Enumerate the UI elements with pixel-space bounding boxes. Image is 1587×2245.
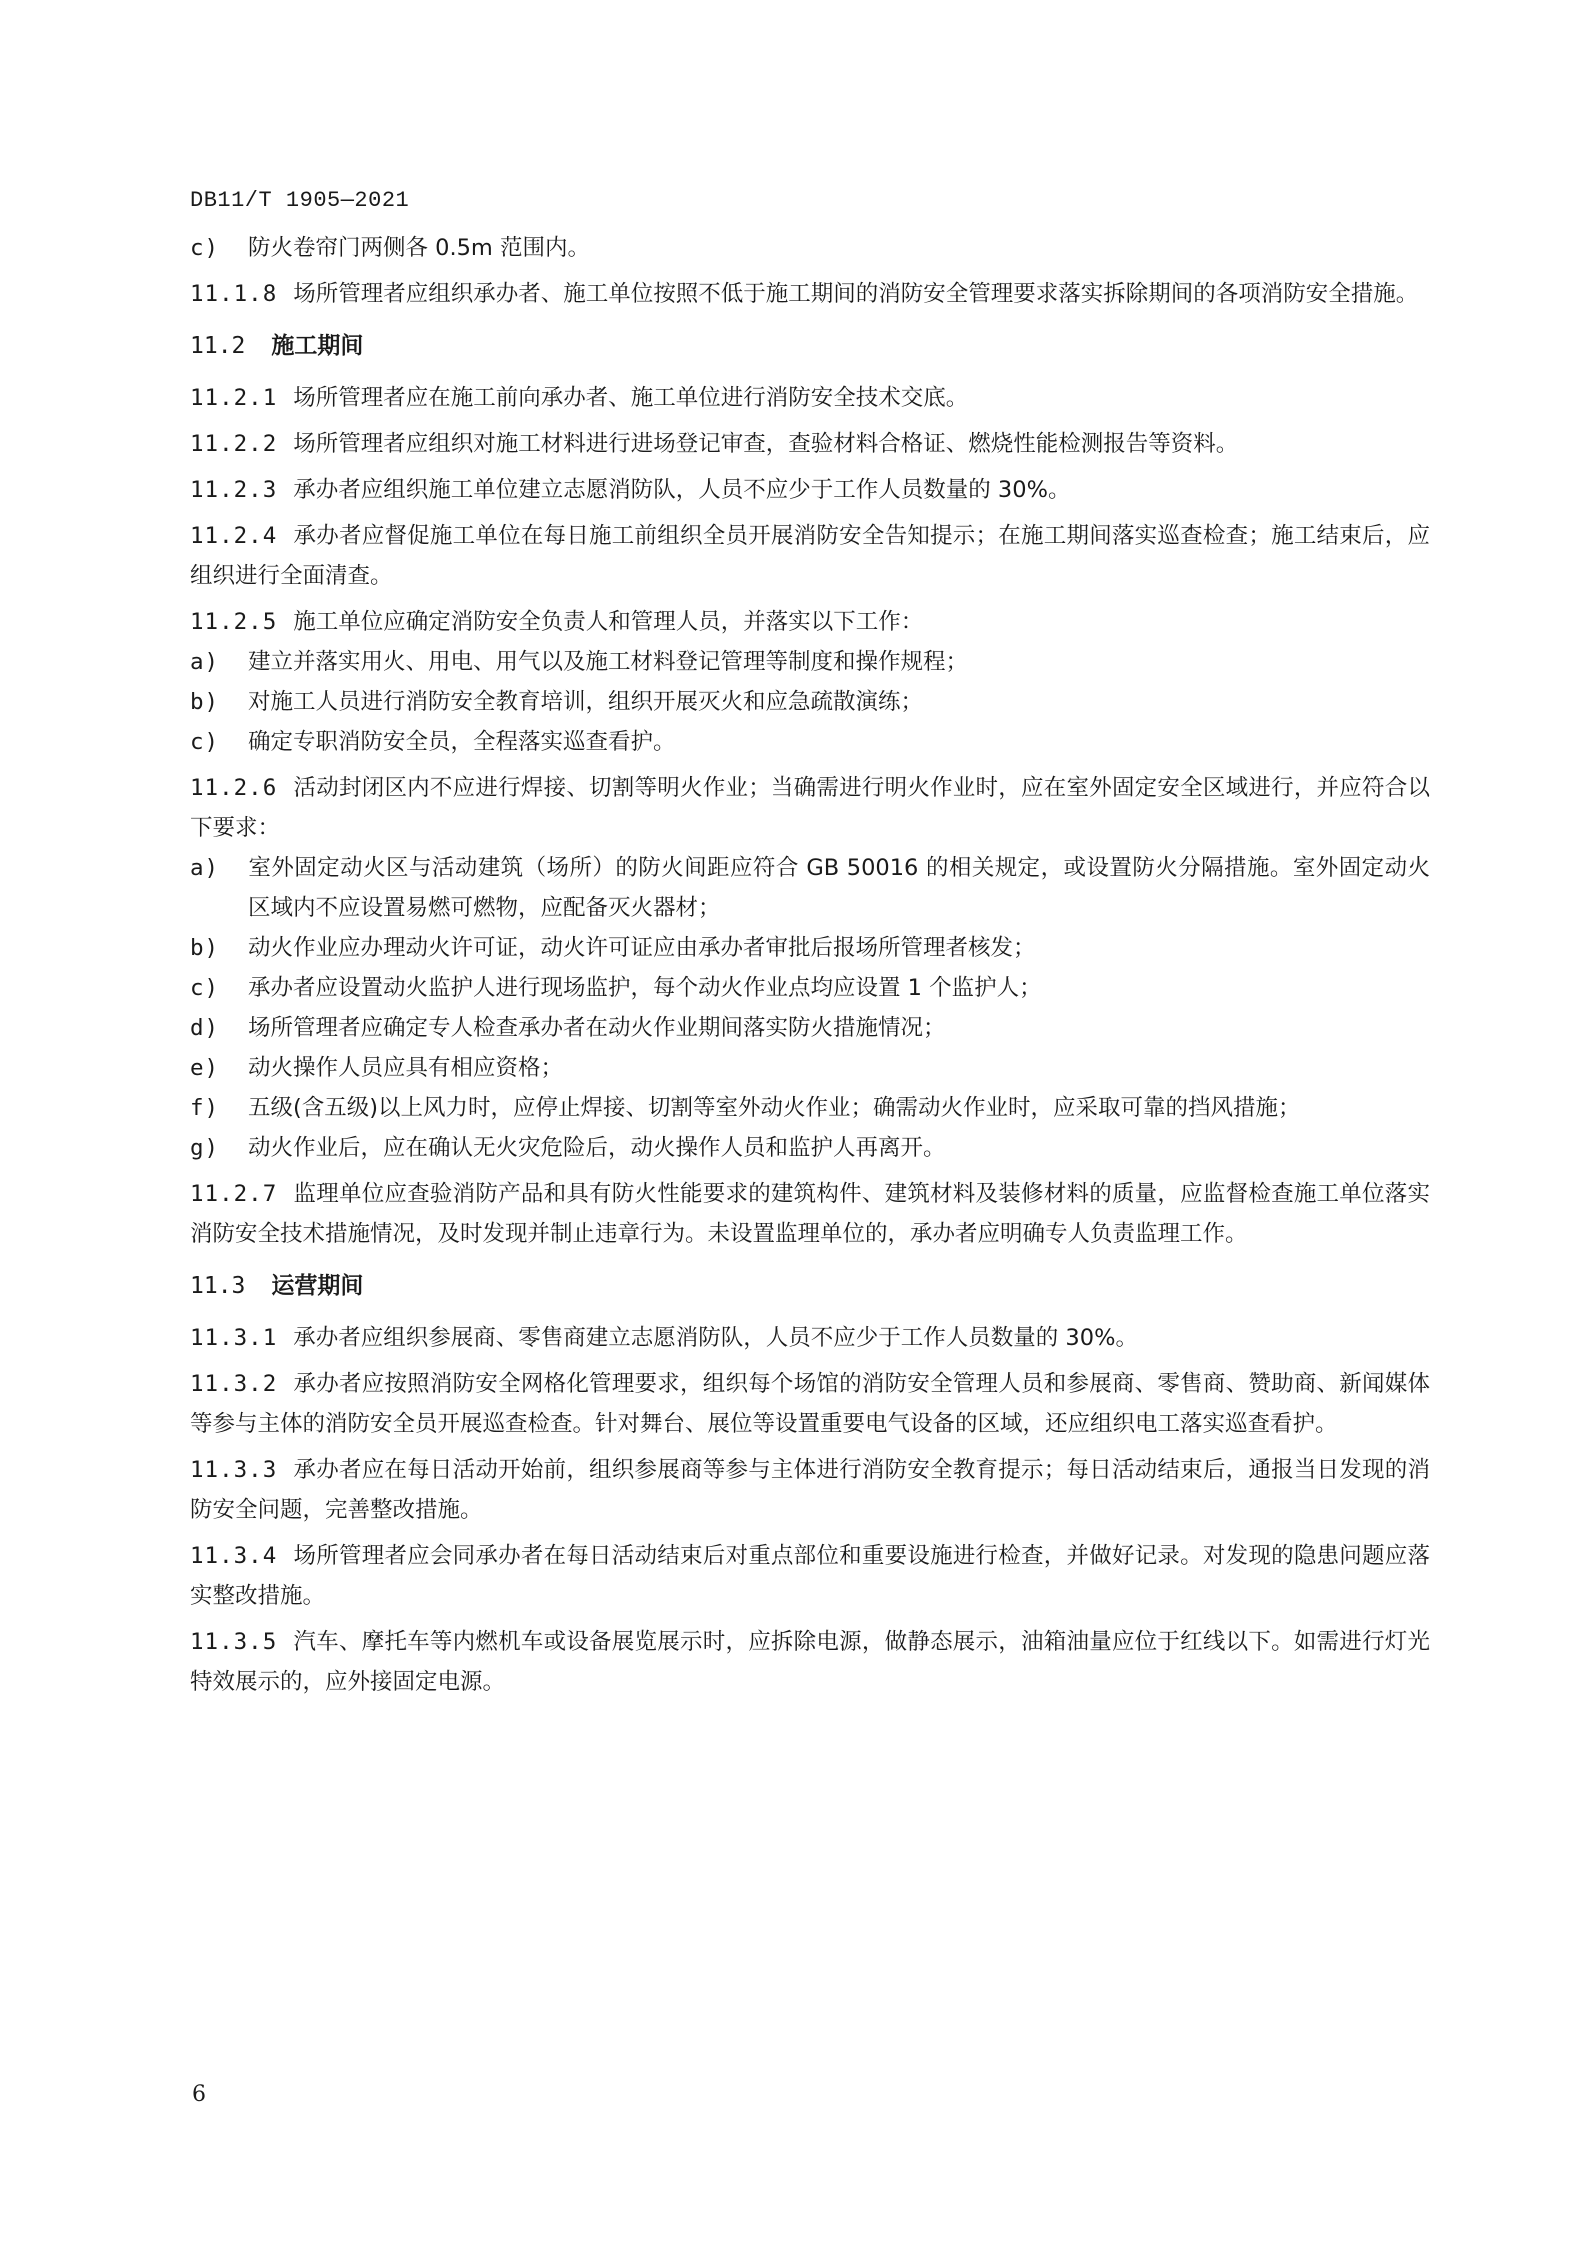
clause-paragraph (190, 1450, 1430, 1530)
clause-number: 11.3.3 (190, 1457, 278, 1483)
clause-number: 11.3.4 (190, 1543, 278, 1569)
list-item (190, 848, 1430, 928)
document-body (190, 228, 1430, 1702)
list-marker: a) (190, 855, 220, 881)
clause-text: 五级(含五级)以上风力时，应停止焊接、切割等室外动火作业；确需动火作业时，应采取可靠的挡风措施； (248, 1095, 1301, 1121)
clause-paragraph (190, 1318, 1430, 1358)
section-heading (190, 326, 1430, 366)
section-number: 11.3 (190, 1273, 246, 1299)
clause-text: 场所管理者应会同承办者在每日活动结束后对重点部位和重要设施进行检查，并做好记录。对发现的隐患问题应落实整改措施。 (190, 1543, 1430, 1609)
clause-number: 11.1.8 (190, 281, 278, 307)
clause-text: 汽车、摩托车等内燃机车或设备展览展示时，应拆除电源，做静态展示，油箱油量应位于红线以下。如需进行灯光特效展示的，应外接固定电源。 (190, 1629, 1430, 1695)
list-item (190, 1088, 1430, 1128)
clause-paragraph (190, 1364, 1430, 1444)
list-item (190, 642, 1430, 682)
list-item (190, 682, 1430, 722)
list-marker: g) (190, 1135, 220, 1161)
clause-text: 承办者应组织施工单位建立志愿消防队，人员不应少于工作人员数量的 30%。 (293, 477, 1071, 503)
clause-text: 防火卷帘门两侧各 0.5m 范围内。 (248, 235, 591, 261)
clause-number: 11.2.1 (190, 385, 278, 411)
clause-paragraph (190, 516, 1430, 596)
clause-number: 11.2.6 (190, 775, 278, 801)
clause-paragraph (190, 1622, 1430, 1702)
clause-paragraph (190, 1174, 1430, 1254)
clause-text: 场所管理者应组织承办者、施工单位按照不低于施工期间的消防安全管理要求落实拆除期间的各项消防安全措施。 (293, 281, 1419, 307)
section-number: 11.2 (190, 333, 246, 359)
list-marker: c) (190, 729, 220, 755)
section-title: 运营期间 (271, 1273, 364, 1299)
clause-number: 11.2.4 (190, 523, 278, 549)
clause-text: 承办者应按照消防安全网格化管理要求，组织每个场馆的消防安全管理人员和参展商、零售商、赞助商、新闻媒体等参与主体的消防安全员开展巡查检查。针对舞台、展位等设置重要电气设备的区域，还应组织电工落实巡查看护。 (190, 1371, 1430, 1437)
list-item (190, 1008, 1430, 1048)
clause-paragraph (190, 768, 1430, 848)
clause-text: 室外固定动火区与活动建筑（场所）的防火间距应符合 GB 50016 的相关规定，或设置防火分隔措施。室外固定动火区域内不应设置易燃可燃物，应配备灭火器材； (248, 855, 1430, 921)
clause-text: 场所管理者应组织对施工材料进行进场登记审查，查验材料合格证、燃烧性能检测报告等资料。 (293, 431, 1239, 457)
list-marker: b) (190, 689, 220, 715)
list-item (190, 722, 1430, 762)
section-title: 施工期间 (271, 333, 364, 359)
clause-number: 11.2.2 (190, 431, 278, 457)
list-marker: c) (190, 235, 220, 261)
list-item (190, 228, 1430, 268)
clause-text: 监理单位应查验消防产品和具有防火性能要求的建筑构件、建筑材料及装修材料的质量，应监督检查施工单位落实消防安全技术措施情况，及时发现并制止违章行为。未设置监理单位的，承办者应明确专人负责监理工作。 (190, 1181, 1430, 1247)
clause-paragraph (190, 274, 1430, 314)
clause-number: 11.2.3 (190, 477, 278, 503)
list-marker: d) (190, 1015, 220, 1041)
clause-text: 承办者应在每日活动开始前，组织参展商等参与主体进行消防安全教育提示；每日活动结束后，通报当日发现的消防安全问题，完善整改措施。 (190, 1457, 1430, 1523)
clause-text: 对施工人员进行消防安全教育培训，组织开展灭火和应急疏散演练； (248, 689, 924, 715)
clause-text: 承办者应组织参展商、零售商建立志愿消防队，人员不应少于工作人员数量的 30%。 (293, 1325, 1138, 1351)
list-marker: b) (190, 935, 220, 961)
list-item (190, 1128, 1430, 1168)
clause-text: 活动封闭区内不应进行焊接、切割等明火作业；当确需进行明火作业时，应在室外固定安全区域进行，并应符合以下要求： (190, 775, 1430, 841)
list-item (190, 928, 1430, 968)
page-number: 6 (192, 2082, 206, 2107)
clause-text: 场所管理者应在施工前向承办者、施工单位进行消防安全技术交底。 (293, 385, 969, 411)
clause-paragraph (190, 602, 1430, 642)
clause-text: 承办者应设置动火监护人进行现场监护，每个动火作业点均应设置 1 个监护人； (248, 975, 1042, 1001)
clause-number: 11.3.5 (190, 1629, 278, 1655)
clause-paragraph (190, 424, 1430, 464)
clause-number: 11.3.1 (190, 1325, 278, 1351)
section-heading (190, 1266, 1430, 1306)
clause-text: 承办者应督促施工单位在每日施工前组织全员开展消防安全告知提示；在施工期间落实巡查检查；施工结束后，应组织进行全面清查。 (190, 523, 1430, 589)
clause-text: 施工单位应确定消防安全负责人和管理人员，并落实以下工作： (293, 609, 924, 635)
clause-text: 建立并落实用火、用电、用气以及施工材料登记管理等制度和操作规程； (248, 649, 969, 675)
clause-text: 动火操作人员应具有相应资格； (248, 1055, 564, 1081)
clause-paragraph (190, 470, 1430, 510)
clause-text: 动火作业后，应在确认无火灾危险后，动火操作人员和监护人再离开。 (248, 1135, 946, 1161)
clause-paragraph (190, 1536, 1430, 1616)
clause-text: 动火作业应办理动火许可证，动火许可证应由承办者审批后报场所管理者核发； (248, 935, 1036, 961)
list-marker: c) (190, 975, 220, 1001)
clause-number: 11.2.5 (190, 609, 278, 635)
list-marker: a) (190, 649, 220, 675)
clause-text: 场所管理者应确定专人检查承办者在动火作业期间落实防火措施情况； (248, 1015, 946, 1041)
list-marker: f) (190, 1095, 220, 1121)
list-item (190, 968, 1430, 1008)
clause-number: 11.2.7 (190, 1181, 278, 1207)
list-item (190, 1048, 1430, 1088)
document-code: DB11/T 1905—2021 (190, 188, 410, 213)
clause-text: 确定专职消防安全员，全程落实巡查看护。 (248, 729, 676, 755)
clause-paragraph (190, 378, 1430, 418)
list-marker: e) (190, 1055, 220, 1081)
clause-number: 11.3.2 (190, 1371, 278, 1397)
